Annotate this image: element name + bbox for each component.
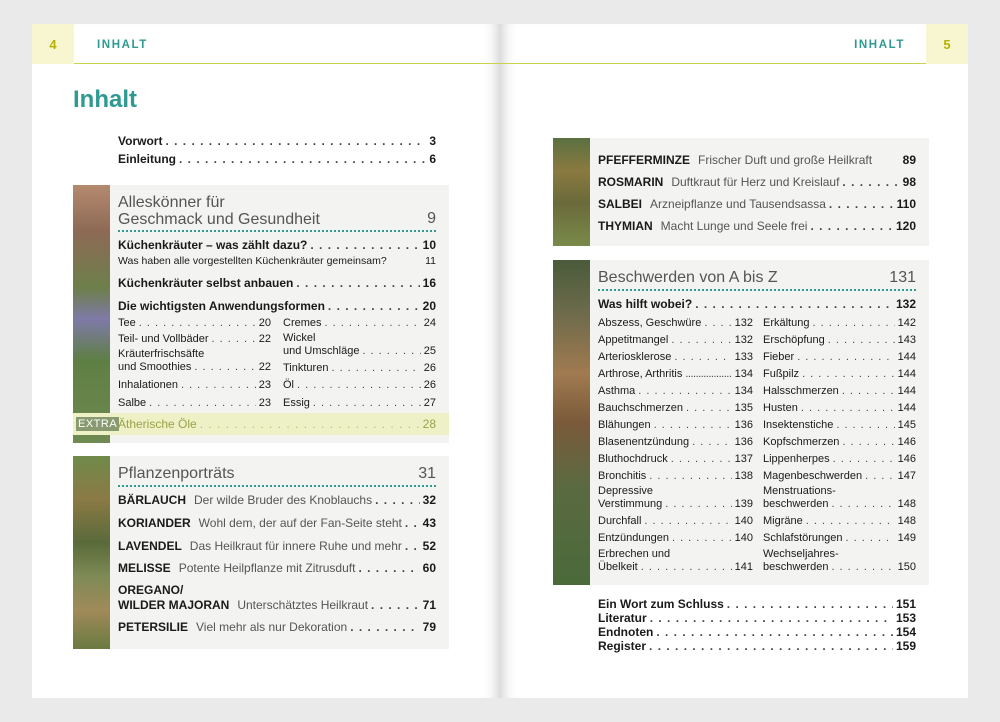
toc-page: 134 <box>734 368 753 380</box>
toc-label: Cremes <box>283 317 322 329</box>
toc-page: 143 <box>897 334 916 346</box>
toc-entry[interactable] <box>598 317 753 329</box>
toc-entry[interactable] <box>283 345 436 357</box>
toc-page: 149 <box>897 532 916 544</box>
toc-page: 154 <box>895 625 916 639</box>
toc-page: 136 <box>734 436 753 448</box>
toc-label: Küchenkräuter – was zählt dazu? <box>118 238 308 252</box>
dotted-divider <box>118 230 436 232</box>
toc-entry[interactable] <box>118 317 271 329</box>
plant-desc: Macht Lunge und Seele frei <box>660 219 808 233</box>
toc-entry[interactable] <box>763 385 916 397</box>
toc-label: Wechseljahres- <box>763 548 839 560</box>
toc-label: Fieber <box>763 351 795 363</box>
toc-label: Einleitung <box>118 152 176 166</box>
toc-entry[interactable] <box>598 402 753 414</box>
toc-label: Lippenherpes <box>763 453 830 465</box>
plant-desc: Potente Heilpflanze mit Zitrusduft <box>178 561 356 575</box>
toc-label: Schlafstörungen <box>763 532 843 544</box>
toc-entry[interactable] <box>118 276 436 290</box>
plant-desc: Arzneipflanze und Tausendsassa <box>650 197 826 211</box>
plant-desc: Unterschätztes Heilkraut <box>237 598 369 612</box>
toc-label: Halsschmerzen <box>763 385 839 397</box>
toc-label: Arthrose, Arthritis <box>598 368 683 380</box>
toc-label: Was haben alle vorgestellten Küchenkräuter gemeinsam? <box>118 255 387 267</box>
toc-label: Menstruations- <box>763 485 836 497</box>
toc-page: 71 <box>422 598 436 612</box>
plant-name: WILDER MAJORAN <box>118 598 230 612</box>
toc-label: Tee <box>118 317 136 329</box>
plant-name: KORIANDER <box>118 516 191 530</box>
running-header <box>500 24 968 64</box>
toc-page: 150 <box>897 561 916 573</box>
toc-page: 148 <box>897 515 916 527</box>
plant-entry[interactable] <box>598 219 916 233</box>
right-page <box>500 24 968 698</box>
toc-page: 144 <box>897 351 916 363</box>
toc-label: Entzündungen <box>598 532 669 544</box>
toc-entry[interactable] <box>763 419 916 431</box>
toc-page: 132 <box>895 297 916 311</box>
toc-page: 79 <box>422 620 436 634</box>
toc-page: 132 <box>734 334 753 346</box>
plant-desc: Der wilde Bruder des Knoblauchs <box>194 493 373 507</box>
toc-entry[interactable] <box>598 334 753 346</box>
toc-label: Endnoten <box>598 625 654 639</box>
toc-page: 32 <box>422 493 436 507</box>
toc-entry[interactable] <box>283 362 436 374</box>
toc-label: Erbrechen und <box>598 548 671 560</box>
toc-entry[interactable] <box>598 561 753 573</box>
toc-page: 146 <box>897 453 916 465</box>
plant-entry[interactable] <box>118 598 436 612</box>
toc-page: 153 <box>895 611 916 625</box>
plant-entry[interactable] <box>598 197 916 211</box>
toc-page: 146 <box>897 436 916 448</box>
toc-page: 60 <box>422 561 436 575</box>
toc-entry[interactable] <box>763 470 916 482</box>
toc-label: Küchenkräuter selbst anbauen <box>118 276 294 290</box>
plant-desc: Viel mehr als nur Dekoration <box>196 620 348 634</box>
toc-entry[interactable] <box>598 436 753 448</box>
toc-page: 142 <box>897 317 916 329</box>
section-page: 31 <box>418 465 436 482</box>
toc-entry[interactable] <box>283 379 436 391</box>
toc-page: 141 <box>734 561 753 573</box>
plant-name: BÄRLAUCH <box>118 493 186 507</box>
toc-page: 11 <box>425 255 436 267</box>
toc-page: 26 <box>423 362 436 374</box>
section-title-line: Geschmack und Gesundheit <box>118 211 320 228</box>
section-title[interactable] <box>118 194 320 228</box>
plant-desc: Wohl dem, der auf der Fan-Seite steht <box>198 516 402 530</box>
toc-page: 25 <box>423 345 436 357</box>
toc-entry[interactable] <box>598 532 753 544</box>
plant-entry[interactable] <box>118 516 436 530</box>
toc-page: 137 <box>734 453 753 465</box>
plant-entry[interactable] <box>118 539 436 553</box>
toc-label: Erschöpfung <box>763 334 825 346</box>
plant-desc: Frischer Duft und große Heilkraft <box>698 153 873 167</box>
toc-page: 140 <box>734 515 753 527</box>
toc-label: Kräuterfrischsäfte <box>118 348 205 360</box>
toc-label: Bluthochdruck <box>598 453 668 465</box>
toc-entry[interactable] <box>283 317 436 329</box>
toc-entry[interactable] <box>283 397 436 409</box>
toc-entry[interactable] <box>763 368 916 380</box>
toc-page: 43 <box>422 516 436 530</box>
toc-page: 24 <box>423 317 436 329</box>
toc-entry[interactable] <box>763 402 916 414</box>
toc-label: und Smoothies <box>118 361 192 373</box>
toc-page: 135 <box>734 402 753 414</box>
toc-label: Durchfall <box>598 515 642 527</box>
toc-page: 22 <box>258 361 271 373</box>
plant-name: OREGANO/ <box>118 583 184 597</box>
toc-page: 120 <box>895 219 916 233</box>
toc-page: 140 <box>734 532 753 544</box>
toc-label: Appetitmangel <box>598 334 669 346</box>
plant-name: LAVENDEL <box>118 539 182 553</box>
toc-page: 52 <box>422 539 436 553</box>
toc-entry[interactable] <box>598 297 916 311</box>
plant-desc: Das Heilkraut für innere Ruhe und mehr <box>189 539 402 553</box>
toc-page: 10 <box>422 238 436 252</box>
running-head-title: INHALT <box>854 39 905 51</box>
toc-label: beschwerden <box>763 498 829 510</box>
herb-photo-strip <box>553 138 590 246</box>
toc-label: Kopfschmerzen <box>763 436 840 448</box>
toc-label: und Umschläge <box>283 345 360 357</box>
toc-entry[interactable] <box>598 611 916 625</box>
plant-name: MELISSE <box>118 561 171 575</box>
toc-page: 26 <box>423 379 436 391</box>
plant-name: SALBEI <box>598 197 643 211</box>
toc-page: 110 <box>896 197 916 211</box>
toc-entry[interactable] <box>763 532 916 544</box>
toc-label: Verstimmung <box>598 498 663 510</box>
plant-desc: Duftkraut für Herz und Kreislauf <box>671 175 840 189</box>
toc-entry[interactable] <box>118 397 271 409</box>
toc-page: 134 <box>734 385 753 397</box>
toc-label: Literatur <box>598 611 647 625</box>
toc-label: Die wichtigsten Anwendungsformen <box>118 299 325 313</box>
toc-entry[interactable] <box>118 134 436 148</box>
toc-page: 16 <box>422 276 436 290</box>
toc-entry[interactable] <box>763 561 916 573</box>
section-page: 9 <box>427 210 436 227</box>
toc-label: Register <box>598 639 647 653</box>
plant-entry[interactable] <box>598 153 916 167</box>
page-number: 5 <box>926 24 968 64</box>
toc-entry[interactable] <box>118 255 436 267</box>
toc-label: Teil- und Vollbäder <box>118 333 209 345</box>
toc-page: 151 <box>895 597 916 611</box>
toc-label: Asthma <box>598 385 636 397</box>
plant-name: ROSMARIN <box>598 175 664 189</box>
toc-label: Was hilft wobei? <box>598 297 693 311</box>
toc-entry[interactable] <box>763 317 916 329</box>
toc-page: 145 <box>897 419 916 431</box>
toc-label: Blähungen <box>598 419 651 431</box>
toc-label: Bronchitis <box>598 470 647 482</box>
toc-page: 23 <box>258 397 271 409</box>
toc-page: 148 <box>897 498 916 510</box>
page-number: 4 <box>32 24 74 64</box>
toc-page: 144 <box>897 385 916 397</box>
toc-entry[interactable] <box>118 238 436 252</box>
plant-entry[interactable] <box>118 561 436 575</box>
plant-name: PFEFFERMINZE <box>598 153 690 167</box>
toc-entry[interactable] <box>763 334 916 346</box>
toc-label: Vorwort <box>118 134 163 148</box>
toc-entry[interactable] <box>598 597 916 611</box>
toc-page: 27 <box>423 397 436 409</box>
running-header <box>32 24 500 64</box>
toc-label: Husten <box>763 402 798 414</box>
toc-page: 20 <box>258 317 271 329</box>
section-title[interactable]: Beschwerden von A bis Z <box>598 269 778 286</box>
toc-label: Salbe <box>118 397 147 409</box>
section-title-line: Alleskönner für <box>118 194 225 211</box>
toc-entry[interactable] <box>118 361 271 373</box>
toc-page: 147 <box>897 470 916 482</box>
page-title: Inhalt <box>73 86 137 113</box>
extra-tag: EXTRA <box>78 418 118 430</box>
toc-page: 22 <box>258 333 271 345</box>
toc-entry[interactable] <box>763 351 916 363</box>
toc-entry[interactable] <box>763 498 916 510</box>
toc-label: Depressive <box>598 485 654 497</box>
toc-entry[interactable] <box>598 498 753 510</box>
toc-entry[interactable] <box>598 385 753 397</box>
herb-photo-strip <box>73 456 110 649</box>
running-head-title: INHALT <box>97 39 148 51</box>
toc-label: Ätherische Öle <box>118 417 197 431</box>
toc-label: Migräne <box>763 515 803 527</box>
toc-label: Arteriosklerose <box>598 351 672 363</box>
toc-label: Tinkturen <box>283 362 329 374</box>
toc-page: 23 <box>258 379 271 391</box>
toc-page: 139 <box>734 498 753 510</box>
toc-entry[interactable] <box>598 625 916 639</box>
toc-label: beschwerden <box>763 561 829 573</box>
toc-page: 20 <box>422 299 436 313</box>
toc-label: Abszess, Geschwüre <box>598 317 702 329</box>
plant-entry[interactable] <box>118 620 436 634</box>
dotted-divider <box>118 485 436 487</box>
toc-page: 133 <box>734 351 753 363</box>
toc-entry[interactable] <box>118 379 271 391</box>
toc-entry[interactable] <box>598 419 753 431</box>
plant-name: THYMIAN <box>598 219 653 233</box>
plant-entry[interactable] <box>598 175 916 189</box>
toc-page: 89 <box>902 153 916 167</box>
toc-entry[interactable] <box>118 152 436 166</box>
toc-label: Inhalationen <box>118 379 178 391</box>
toc-label: Ein Wort zum Schluss <box>598 597 724 611</box>
toc-entry[interactable] <box>598 351 753 363</box>
dotted-divider <box>598 289 916 291</box>
left-page <box>32 24 500 698</box>
toc-label: Wickel <box>283 332 316 344</box>
toc-label: Essig <box>283 397 310 409</box>
toc-label: Fußpilz <box>763 368 800 380</box>
toc-label: Übelkeit <box>598 561 638 573</box>
toc-page: 138 <box>734 470 753 482</box>
toc-entry[interactable] <box>598 515 753 527</box>
toc-label: Insektenstiche <box>763 419 834 431</box>
toc-label: Bauchschmerzen <box>598 402 683 414</box>
toc-entry[interactable] <box>118 333 271 345</box>
toc-page: 144 <box>897 368 916 380</box>
section-title[interactable]: Pflanzenporträts <box>118 465 235 482</box>
toc-entry[interactable] <box>118 299 436 313</box>
toc-label: Magenbeschwerden <box>763 470 863 482</box>
toc-entry[interactable] <box>598 470 753 482</box>
spoon-photo-strip <box>553 260 590 585</box>
toc-page: 159 <box>895 639 916 653</box>
toc-page: 98 <box>902 175 916 189</box>
toc-page: 136 <box>734 419 753 431</box>
toc-label: Erkältung <box>763 317 810 329</box>
toc-entry[interactable] <box>763 453 916 465</box>
toc-entry[interactable] <box>598 368 753 380</box>
toc-page: 132 <box>734 317 753 329</box>
toc-page: 6 <box>429 152 436 166</box>
section-page: 131 <box>889 269 916 286</box>
herb-photo-strip <box>73 185 110 443</box>
toc-label: Öl <box>283 379 294 391</box>
toc-entry[interactable] <box>763 436 916 448</box>
toc-entry-extra[interactable] <box>118 417 436 431</box>
toc-entry[interactable] <box>763 515 916 527</box>
toc-page: 144 <box>897 402 916 414</box>
toc-page: 28 <box>422 417 436 431</box>
toc-page: 3 <box>429 134 436 148</box>
plant-name: PETERSILIE <box>118 620 189 634</box>
toc-entry[interactable] <box>598 453 753 465</box>
toc-label: Blasenentzündung <box>598 436 690 448</box>
plant-entry[interactable] <box>118 493 436 507</box>
toc-entry[interactable] <box>598 639 916 653</box>
